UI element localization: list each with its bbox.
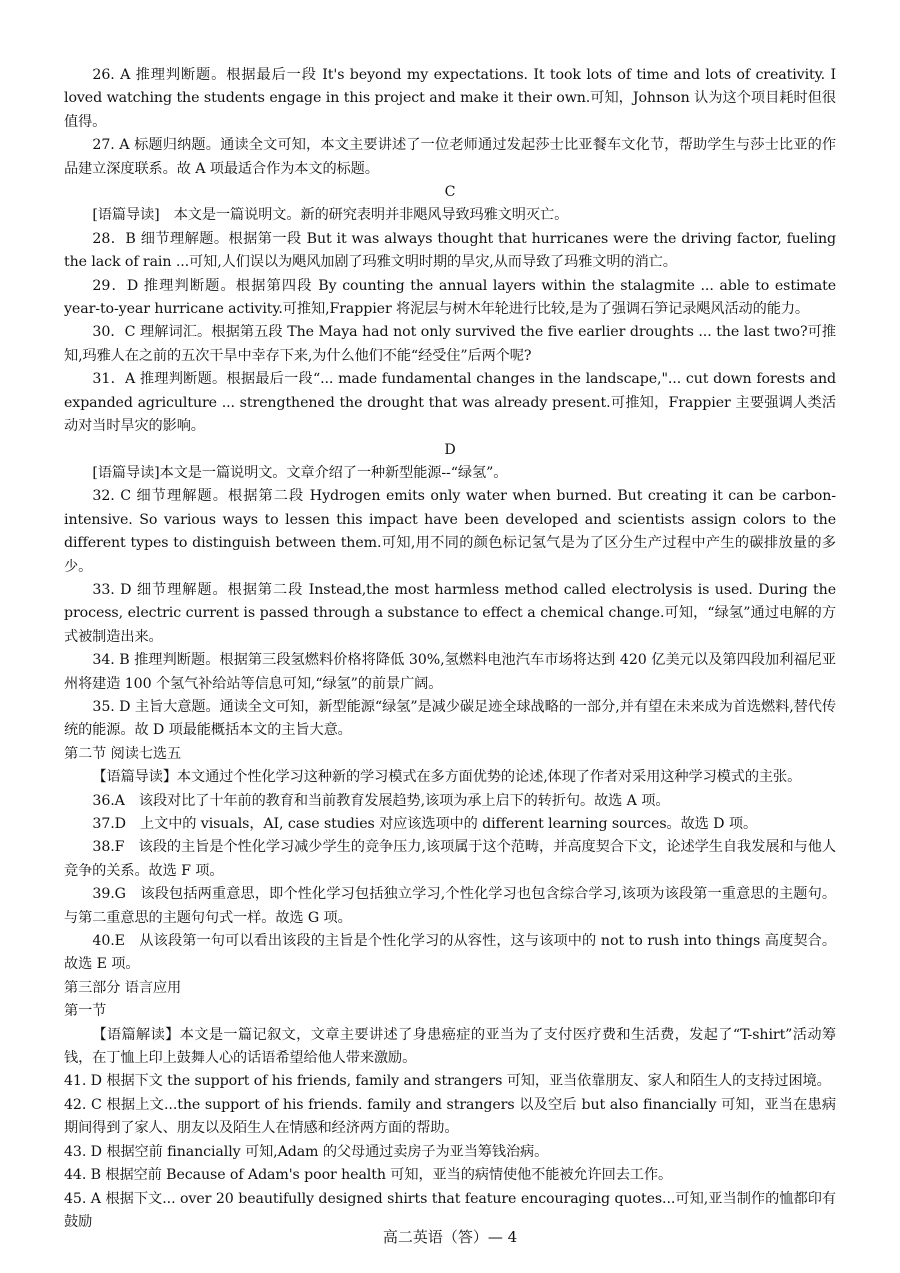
paragraph: 第二节 阅读七选五 — [64, 745, 182, 762]
paragraph: 35. D 主旨大意题。通读全文可知，新型能源“绿氢”是减少碳足迹全球战略的一部分,并有望在未来成为首选燃料,替代传统的能源。故 D 项最能概括本文的主旨大意。 — [64, 698, 836, 739]
paragraph: 40.E 从该段第一句可以看出该段的主旨是个性化学习的从容性，这与该项中的 not to rush into things 高度契合。故选 E 项。 — [64, 933, 836, 973]
paragraph: 34. B 推理判断题。根据第三段氢燃料价格将降低 30%,氢燃料电池汽车市场将达到 420 亿美元以及第四段加利福尼亚州将建造 100 个氢气补给站等信息可知,“绿氢”的前景广阔。 — [64, 652, 836, 692]
paragraph: [语篇导读]本文是一篇说明文。文章介绍了一种新型能源--“绿氢”。 — [92, 464, 508, 481]
paragraph: 31．A 推理判断题。根据最后一段“... made fundamental changes in the landscape,"... cut down forests and expanded agriculture ... strengthened the drought that was already present.可推知，Frappier 主要强调人类活动对当时旱灾的影响。 — [64, 371, 836, 435]
page-footer: 高二英语（答）— 4 — [382, 1228, 518, 1246]
paragraph: 39.G 该段包括两重意思，即个性化学习包括独立学习,个性化学习也包含综合学习,该项为该段第一重意思的主题句。与第二重意思的主题句句式一样。故选 G 项。 — [64, 886, 836, 926]
paragraph: 29．D 推理判断题。根据第四段 By counting the annual layers within the stalagmite ... able to estimate year-to-year hurricane activity.可推知,Frappier 将泥层与树木年轮进行比较,是为了强调石笋记录飓风活动的能力。 — [64, 277, 836, 318]
paragraph: 38.F 该段的主旨是个性化学习减少学生的竞争压力,该项属于这个范畴，并高度契合下文，论述学生自我发展和与他人竞争的关系。故选 F 项。 — [64, 839, 836, 879]
paragraph: 27. A 标题归纳题。通读全文可知，本文主要讲述了一位老师通过发起莎士比亚餐车文化节，帮助学生与莎士比亚的作品建立深度联系。故 A 项最适合作为本文的标题。 — [64, 137, 836, 177]
paragraph: 42. C 根据上文...the support of his friends. family and strangers 以及空后 but also financially 可知，亚当在患病期间得到了家人、朋友以及陌生人在情感和经济两方面的帮助。 — [64, 1096, 836, 1137]
paragraph: 第三部分 语言应用 — [64, 979, 182, 996]
paragraph: 28．B 细节理解题。根据第一段 But it was always thought that hurricanes were the driving factor, fueling the lack of rain ...可知,人们误以为飓风加剧了玛雅文明时期的旱灾,从而导致了玛雅文明的消亡。 — [64, 230, 836, 271]
paragraph: 45. A 根据下文... over 20 beautifully designed shirts that feature encouraging quotes...可知,亚当制作的恤都印有鼓励 — [64, 1190, 836, 1230]
paragraph: 26. A 推理判断题。根据最后一段 It's beyond my expectations. It took lots of time and lots of creativity. I loved watching the students engage in this project and make it their own.可知，Johnson 认为这个项目耗时但很值得。 — [64, 67, 836, 130]
paragraph: D — [444, 441, 456, 458]
paragraph: 41. D 根据下文 the support of his friends, family and strangers 可知，亚当依靠朋友、家人和陌生人的支持过困境。 — [64, 1073, 831, 1090]
paragraph: 43. D 根据空前 financially 可知,Adam 的父母通过卖房子为亚当筹钱治病。 — [64, 1143, 549, 1160]
document-body — [64, 64, 836, 1234]
paragraph: 【语篇导读】本文通过个性化学习这种新的学习模式在多方面优势的论述,体现了作者对采用这种学习模式的主张。 — [92, 769, 802, 786]
paragraph: 36.A 该段对比了十年前的教育和当前教育发展趋势,该项为承上启下的转折句。故选 A 项。 — [92, 792, 670, 809]
paragraph: 44. B 根据空前 Because of Adam's poor health 可知，亚当的病情使他不能被允许回去工作。 — [64, 1167, 673, 1184]
paragraph: C — [444, 184, 456, 201]
paragraph: 【语篇解读】本文是一篇记叙文，文章主要讲述了身患癌症的亚当为了支付医疗费和生活费，发起了“T-shirt”活动筹钱，在丁恤上印上鼓舞人心的话语希望给他人带来激励。 — [64, 1026, 836, 1067]
paragraph: 37.D 上文中的 visuals，AI, case studies 对应该选项中的 different learning sources。故选 D 项。 — [92, 816, 758, 832]
paragraph: 第一节 — [64, 1003, 107, 1020]
paragraph: 33. D 细节理解题。根据第二段 Instead,the most harmless method called electrolysis is used. During the process, electric current is passed through a substance to effect a chemical change.可知，“绿氢”通过电解的方式被制造出来。 — [64, 581, 836, 645]
paragraph: [语篇导读] 本文是一篇说明文。新的研究表明并非飓风导致玛雅文明灭亡。 — [92, 207, 569, 224]
paragraph: 30．C 理解词汇。根据第五段 The Maya had not only survived the five earlier droughts ... the last two?可推知,玛雅人在之前的五次干旱中幸存下来,为什么他们不能“经受住”后两个呢? — [64, 324, 836, 364]
paragraph: 32. C 细节理解题。根据第二段 Hydrogen emits only water when burned. But creating it can be carbon-intensive. So various ways to lessen this impact have been developed and scientists assign colors to the different types to distinguish between them.可知,用不同的颜色标记氢气是为了区分生产过程中产生的碳排放量的多少。 — [64, 488, 836, 575]
